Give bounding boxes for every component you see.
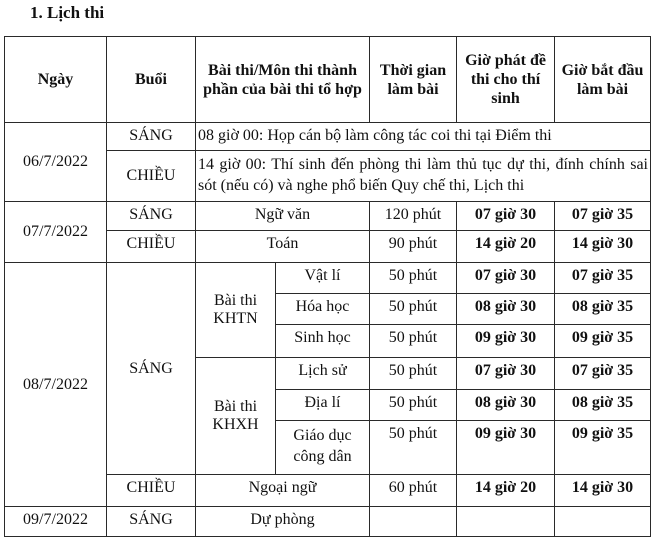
release-time-cell: 07 giờ 30 <box>457 263 555 294</box>
duration-cell: 120 phút <box>370 202 457 231</box>
subject-cell: Ngoại ngữ <box>196 475 370 507</box>
header-session: Buổi <box>107 37 196 123</box>
session-cell: CHIỀU <box>107 151 196 202</box>
release-time-cell: 09 giờ 30 <box>457 421 555 475</box>
release-time-cell: 07 giờ 30 <box>457 202 555 231</box>
note-cell: 14 giờ 00: Thí sinh đến phòng thi làm thủ tục dự thi, đính chính sai sót (nếu có) và nghe phổ biến Quy chế thi, Lịch thi <box>196 151 651 202</box>
session-cell: SÁNG <box>107 202 196 231</box>
group-label-khxh: Bài thi KHXH <box>196 358 276 475</box>
subject-cell: Hóa học <box>276 294 370 325</box>
release-time-cell: 07 giờ 30 <box>457 358 555 390</box>
subject-cell: Sinh học <box>276 325 370 358</box>
table-row <box>5 263 651 294</box>
exam-schedule-table <box>4 36 651 537</box>
header-subject: Bài thi/Môn thi thành phần của bài thi tổ hợp <box>196 37 370 123</box>
release-time-cell: 14 giờ 20 <box>457 475 555 507</box>
subject-cell: Địa lí <box>276 390 370 421</box>
start-time-cell: 08 giờ 35 <box>555 294 651 325</box>
release-time-cell: 08 giờ 30 <box>457 390 555 421</box>
duration-cell: 50 phút <box>370 421 457 475</box>
start-time-cell: 07 giờ 35 <box>555 202 651 231</box>
start-time-cell: 07 giờ 35 <box>555 263 651 294</box>
start-time-cell: 08 giờ 35 <box>555 390 651 421</box>
section-title: 1. Lịch thi <box>30 3 105 22</box>
duration-cell: 50 phút <box>370 294 457 325</box>
group-label-khtn: Bài thi KHTN <box>196 263 276 358</box>
session-cell: CHIỀU <box>107 231 196 263</box>
subject-cell: Giáo dục công dân <box>276 421 370 475</box>
session-cell: SÁNG <box>107 263 196 475</box>
subject-cell: Dự phòng <box>196 507 370 537</box>
duration-cell: 90 phút <box>370 231 457 263</box>
date-cell: 07/7/2022 <box>5 202 107 263</box>
release-time-cell: 14 giờ 20 <box>457 231 555 263</box>
duration-cell: 50 phút <box>370 358 457 390</box>
table-row <box>5 507 651 537</box>
session-cell: SÁNG <box>107 123 196 151</box>
start-time-cell: 07 giờ 35 <box>555 358 651 390</box>
note-cell: 08 giờ 00: Họp cán bộ làm công tác coi thi tại Điểm thi <box>196 123 651 151</box>
date-cell: 08/7/2022 <box>5 263 107 507</box>
header-duration: Thời gian làm bài <box>370 37 457 123</box>
date-cell: 06/7/2022 <box>5 123 107 202</box>
header-release-time: Giờ phát đề thi cho thí sinh <box>457 37 555 123</box>
header-row <box>5 37 651 123</box>
start-time-cell: 09 giờ 35 <box>555 421 651 475</box>
session-cell: SÁNG <box>107 507 196 537</box>
release-time-cell: 09 giờ 30 <box>457 325 555 358</box>
table-row <box>5 123 651 151</box>
subject-cell: Lịch sử <box>276 358 370 390</box>
duration-cell <box>370 507 457 537</box>
start-time-cell <box>555 507 651 537</box>
subject-cell: Vật lí <box>276 263 370 294</box>
header-start-time: Giờ bắt đầu làm bài <box>555 37 651 123</box>
date-cell: 09/7/2022 <box>5 507 107 537</box>
subject-cell: Ngữ văn <box>196 202 370 231</box>
start-time-cell: 14 giờ 30 <box>555 475 651 507</box>
duration-cell: 50 phút <box>370 263 457 294</box>
start-time-cell: 14 giờ 30 <box>555 231 651 263</box>
session-cell: CHIỀU <box>107 475 196 507</box>
table-row <box>5 202 651 231</box>
duration-cell: 50 phút <box>370 390 457 421</box>
subject-cell: Toán <box>196 231 370 263</box>
release-time-cell <box>457 507 555 537</box>
release-time-cell: 08 giờ 30 <box>457 294 555 325</box>
start-time-cell: 09 giờ 35 <box>555 325 651 358</box>
duration-cell: 50 phút <box>370 325 457 358</box>
duration-cell: 60 phút <box>370 475 457 507</box>
header-date: Ngày <box>5 37 107 123</box>
